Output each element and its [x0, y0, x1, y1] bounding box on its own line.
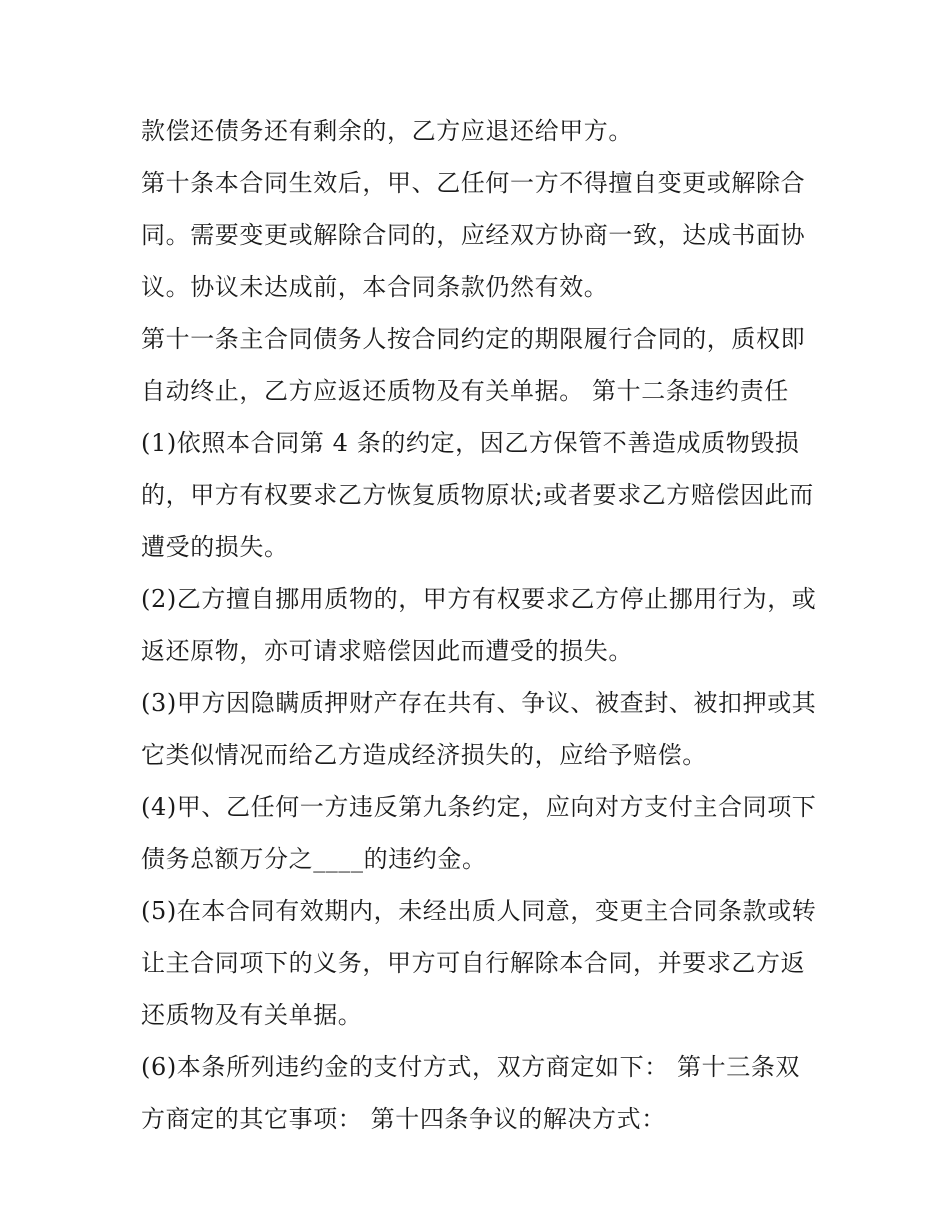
paragraph-article-11: 第十一条主合同债务人按合同约定的期限履行合同的，质权即自动终止，乙方应返还质物及有关单据。 第十二条违约责任: [141, 325, 806, 405]
paragraph-clause-6: (6)本条所列违约金的支付方式，双方商定如下： 第十三条双方商定的其它事项： 第十四条争议的解决方式：: [141, 1053, 801, 1133]
paragraph-clause-2: (2)乙方擅自挪用质物的，甲方有权要求乙方停止挪用行为，或返还原物，亦可请求赔偿因此而遭受的损失。: [141, 585, 817, 665]
paragraph-clause-5: (5)在本合同有效期内，未经出质人同意，变更主合同条款或转让主合同项下的义务，甲方可自行解除本合同，并要求乙方返还质物及有关单据。: [141, 897, 817, 1029]
paragraph-clause-1: (1)依照本合同第 4 条的约定，因乙方保管不善造成质物毁损的，甲方有权要求乙方恢复质物原状;或者要求乙方赔偿因此而遭受的损失。: [141, 429, 814, 561]
paragraph-article-10: 第十条本合同生效后，甲、乙任何一方不得擅自变更或解除合同。需要变更或解除合同的，应经双方协商一致，达成书面协议。协议未达成前，本合同条款仍然有效。: [141, 169, 806, 301]
paragraph-clause-4: (4)甲、乙任何一方违反第九条约定，应向对方支付主合同项下债务总额万分之____的违约金。: [141, 793, 817, 873]
paragraph-clause-3: (3)甲方因隐瞒质押财产存在共有、争议、被查封、被扣押或其它类似情况而给乙方造成经济损失的，应给予赔偿。: [141, 689, 817, 769]
document-body: [141, 105, 821, 1145]
paragraph-remaining-payment: 款偿还债务还有剩余的，乙方应退还给甲方。: [141, 117, 633, 145]
